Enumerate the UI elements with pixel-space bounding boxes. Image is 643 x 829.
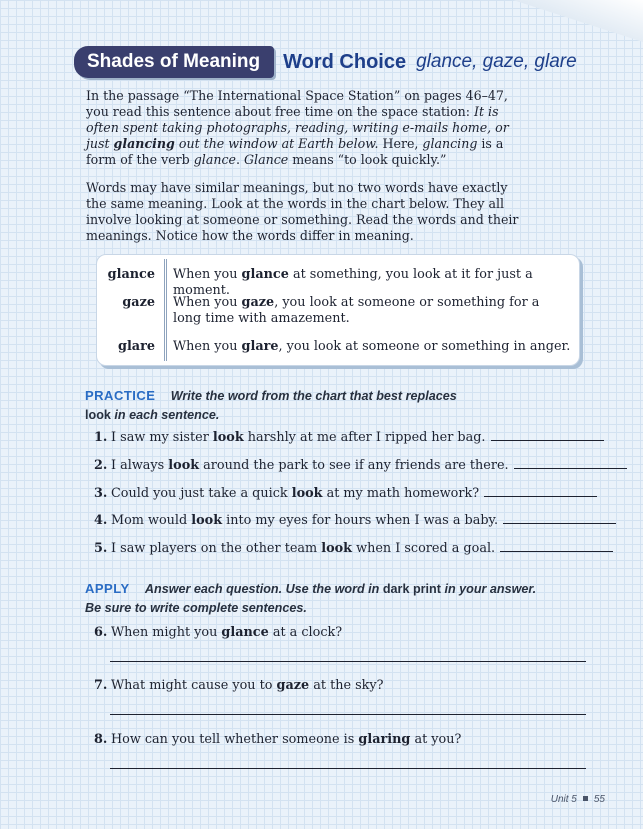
page-subtitle: glance, gaze, glare [416, 51, 577, 72]
apply-item-6: 6. When might you glance at a clock? [94, 625, 343, 640]
apply-item-7: 7. What might cause you to gaze at the sky? [94, 678, 384, 693]
chart-definition: When you glare, you look at someone or something in anger. [173, 339, 571, 354]
intro-paragraph-1: In the passage “The International Space Station” on pages 46–47, you read this sentence about free time on the space station: It is often spent taking photographs, reading, writing e-mails home, or just glancing out the window at Earth below. Here, glancing is a form of the verb glance. Glance means “to look quickly.” [86, 88, 509, 167]
answer-blank-2[interactable] [514, 468, 627, 469]
answer-line-6[interactable] [110, 661, 586, 662]
answer-blank-3[interactable] [484, 496, 597, 497]
shades-of-meaning-badge: Shades of Meaning [74, 46, 274, 78]
page-footer [551, 794, 605, 805]
apply-instructions: APPLY Answer each question. Use the word in dark print in your answer. Be sure to write complete sentences. [85, 581, 537, 615]
practice-item-5: 5. I saw players on the other team look when I scored a goal. [94, 541, 613, 557]
answer-line-7[interactable] [110, 714, 586, 715]
page-curl-decoration [513, 0, 643, 42]
answer-line-8[interactable] [110, 768, 586, 769]
practice-label: PRACTICE [85, 388, 156, 403]
practice-instructions: PRACTICE Write the word from the chart that best replaces look in each sentence. [85, 388, 457, 422]
footer-separator [583, 796, 588, 801]
section-header [74, 46, 577, 78]
apply-label: APPLY [85, 581, 130, 596]
answer-blank-4[interactable] [503, 523, 616, 524]
answer-blank-5[interactable] [500, 551, 613, 552]
page-title: Word Choice [283, 50, 407, 73]
chart-definition: When you gaze, you look at someone or something for a long time with amazement. [173, 295, 540, 326]
unit-label: Unit 5 [550, 794, 577, 805]
practice-item-2: 2. I always look around the park to see if any friends are there. [94, 458, 627, 474]
chart-term: glare [118, 339, 155, 354]
intro-paragraph-2: Words may have similar meanings, but no two words have exactly the same meaning. Look at the words in the chart below. They all involve looking at someone or something. Read the words and their meanings. Notice how the words differ in meaning. [86, 180, 519, 243]
page-number: 55 [593, 794, 605, 805]
practice-item-1: 1. I saw my sister look harshly at me after I ripped her bag. [94, 430, 604, 446]
chart-divider [164, 259, 167, 361]
apply-item-8: 8. How can you tell whether someone is glaring at you? [94, 732, 462, 747]
answer-blank-1[interactable] [491, 440, 604, 441]
chart-definition: When you glance at something, you look at it for just a moment. [173, 267, 533, 298]
practice-item-4: 4. Mom would look into my eyes for hours when I was a baby. [94, 513, 616, 529]
chart-term: glance [107, 267, 155, 282]
practice-item-3: 3. Could you just take a quick look at my math homework? [94, 486, 597, 502]
chart-term: gaze [122, 295, 155, 310]
intro-text [86, 88, 526, 244]
word-chart [96, 254, 580, 366]
